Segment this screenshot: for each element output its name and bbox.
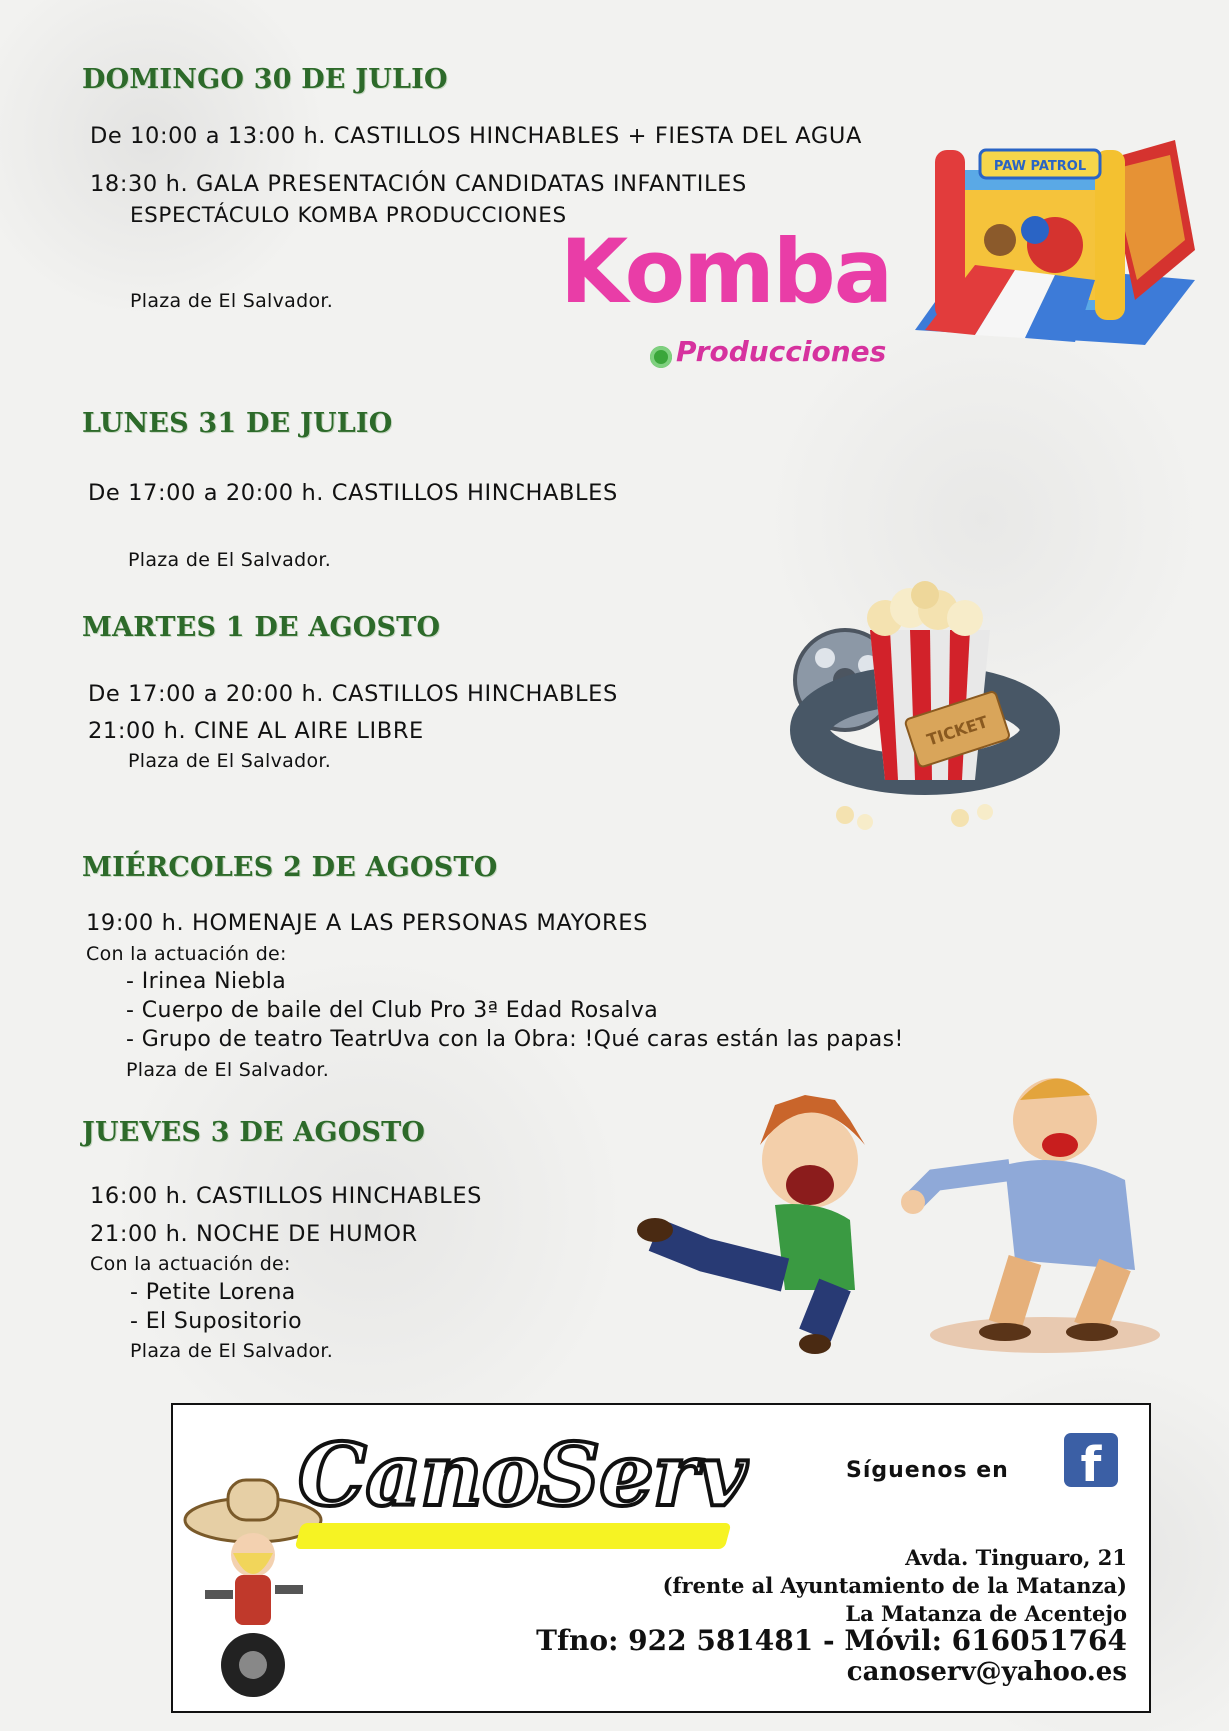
flower-icon	[650, 346, 672, 368]
komba-logo-subtitle: Producciones	[676, 335, 887, 368]
phone-line: Tfno: 922 581481 - Móvil: 616051764	[536, 1624, 1127, 1657]
laughing-people-icon	[635, 1060, 1195, 1360]
event-line: 18:30 h. GALA PRESENTACIÓN CANDIDATAS INFANTILES	[90, 171, 747, 197]
performer: - Petite Lorena	[130, 1280, 296, 1305]
email-line[interactable]: canoserv@yahoo.es	[846, 1657, 1127, 1687]
performers-intro: Con la actuación de:	[86, 943, 287, 965]
day-heading-lunes: LUNES 31 DE JULIO	[82, 408, 393, 439]
event-place: Plaza de El Salvador.	[130, 1340, 334, 1362]
event-line: 19:00 h. HOMENAJE A LAS PERSONAS MAYORES	[86, 910, 648, 936]
brand-swoosh	[295, 1523, 732, 1549]
day-heading-miercoles: MIÉRCOLES 2 DE AGOSTO	[82, 852, 498, 883]
day-heading-domingo: DOMINGO 30 DE JULIO	[82, 64, 448, 95]
sponsor-box	[171, 1403, 1151, 1713]
facebook-icon[interactable]: f	[1064, 1433, 1118, 1487]
event-place: Plaza de El Salvador.	[130, 290, 334, 312]
performer: - El Supositorio	[130, 1309, 302, 1334]
event-line: 21:00 h. CINE AL AIRE LIBRE	[88, 718, 424, 744]
event-line: ESPECTÁCULO KOMBA PRODUCCIONES	[130, 203, 567, 228]
address-line: La Matanza de Acentejo	[845, 1601, 1127, 1626]
event-line: De 10:00 a 13:00 h. CASTILLOS HINCHABLES + FIESTA DEL AGUA	[90, 123, 862, 149]
address-line: (frente al Ayuntamiento de la Matanza)	[662, 1573, 1127, 1598]
performer: - Grupo de teatro TeatrUva con la Obra: !Qué caras están las papas!	[126, 1027, 904, 1052]
bouncy-castle-sign: PAW PATROL	[993, 159, 1087, 174]
popcorn-film-icon	[790, 580, 1060, 850]
event-line: 16:00 h. CASTILLOS HINCHABLES	[90, 1183, 483, 1209]
event-place: Plaza de El Salvador.	[128, 750, 332, 772]
performer: - Irinea Niebla	[126, 969, 287, 994]
follow-us-label: Síguenos en	[846, 1458, 1009, 1483]
event-place: Plaza de El Salvador.	[126, 1059, 330, 1081]
event-line: De 17:00 a 20:00 h. CASTILLOS HINCHABLES	[88, 681, 618, 707]
day-heading-jueves: JUEVES 3 DE AGOSTO	[82, 1117, 426, 1148]
event-place: Plaza de El Salvador.	[128, 549, 332, 571]
bouncy-castle-icon	[905, 130, 1205, 350]
popcorn-ticket-label: TICKET	[924, 712, 991, 750]
address-line: Avda. Tinguaro, 21	[905, 1545, 1127, 1570]
brand-logo: CanoServ	[298, 1425, 747, 1526]
performer: - Cuerpo de baile del Club Pro 3ª Edad Rosalva	[126, 998, 659, 1023]
event-line: 21:00 h. NOCHE DE HUMOR	[90, 1221, 418, 1247]
day-heading-martes: MARTES 1 DE AGOSTO	[82, 612, 441, 643]
komba-logo	[560, 220, 900, 378]
event-line: De 17:00 a 20:00 h. CASTILLOS HINCHABLES	[88, 480, 618, 506]
komba-logo-text: Komba	[560, 220, 892, 323]
performers-intro: Con la actuación de:	[90, 1253, 291, 1275]
